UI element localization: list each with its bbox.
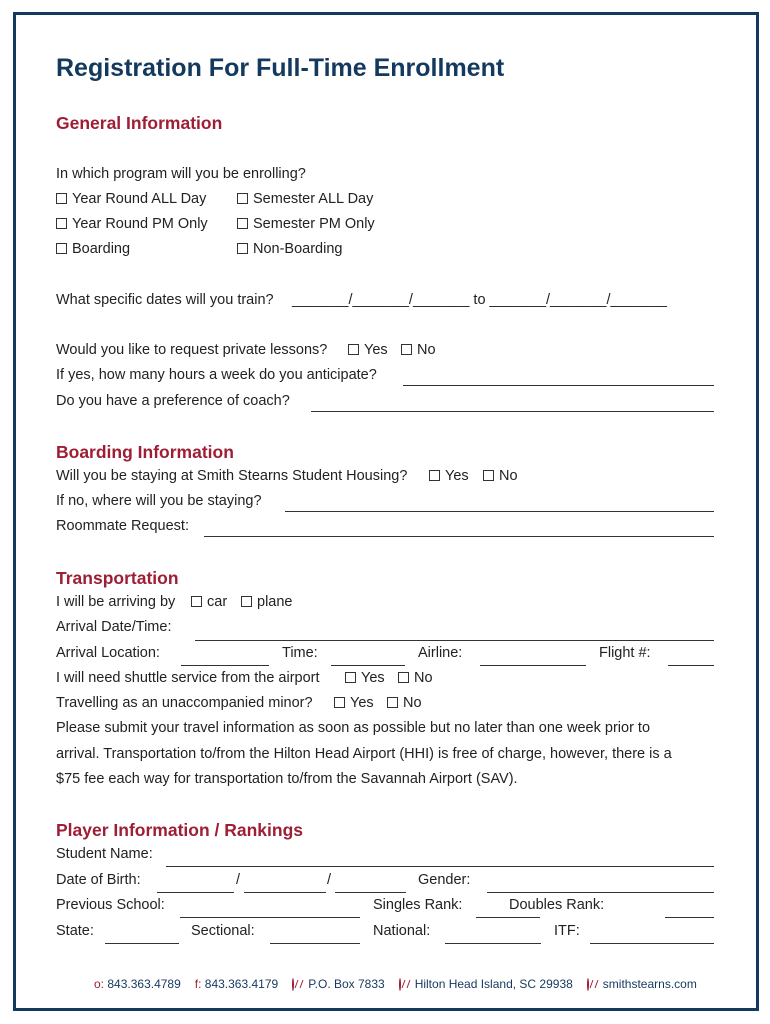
roommate-label: Roommate Request: — [56, 518, 189, 534]
program-question: In which program will you be enrolling? — [56, 166, 306, 182]
player-information-heading: Player Information / Rankings — [56, 820, 303, 840]
arrival-location-field[interactable] — [181, 665, 269, 666]
dob-slash-1: / — [236, 872, 241, 888]
airline-label: Airline: — [418, 645, 463, 661]
checkbox-icon[interactable] — [398, 672, 409, 683]
travel-notice-line-3: $75 fee each way for transportation to/from the Savannah Airport (SAV). — [56, 771, 518, 787]
program-option-year-round-all-day[interactable]: Year Round ALL Day — [56, 191, 206, 207]
footer-po-box: P.O. Box 7833 — [308, 977, 385, 991]
dob-label: Date of Birth: — [56, 872, 141, 888]
singles-rank-field[interactable] — [476, 917, 540, 918]
dob-slash-2: / — [327, 872, 332, 888]
transportation-heading: Transportation — [56, 568, 179, 588]
checkbox-icon[interactable] — [191, 596, 202, 607]
checkbox-icon[interactable] — [237, 193, 248, 204]
checkbox-icon[interactable] — [429, 470, 440, 481]
general-information-heading: General Information — [56, 113, 223, 133]
shuttle-no[interactable]: No — [398, 670, 433, 686]
dob-month-field[interactable] — [157, 892, 234, 893]
program-option-semester-pm-only[interactable]: Semester PM Only — [237, 216, 375, 232]
previous-school-field[interactable] — [180, 917, 360, 918]
dob-day-field[interactable] — [244, 892, 326, 893]
gender-label: Gender: — [418, 872, 471, 888]
footer-website-link[interactable]: smithstearns.com — [602, 977, 697, 991]
office-prefix: o: — [94, 977, 105, 991]
minor-yes[interactable]: Yes — [334, 695, 374, 711]
smith-stearns-logo-icon — [399, 978, 401, 991]
program-option-non-boarding[interactable]: Non-Boarding — [237, 241, 342, 257]
coach-field[interactable] — [311, 411, 714, 412]
sectional-field[interactable] — [270, 943, 360, 944]
dob-year-field[interactable] — [335, 892, 406, 893]
arriving-car[interactable]: car — [191, 594, 227, 610]
flight-label: Flight #: — [599, 645, 651, 661]
checkbox-icon[interactable] — [237, 218, 248, 229]
housing-question: Will you be staying at Smith Stearns Student Housing? — [56, 468, 408, 484]
gender-field[interactable] — [487, 892, 714, 893]
singles-rank-label: Singles Rank: — [373, 897, 463, 913]
fax-phone[interactable]: 843.363.4179 — [204, 977, 279, 991]
state-label: State: — [56, 923, 94, 939]
where-staying-question: If no, where will you be staying? — [56, 493, 262, 509]
checkbox-icon[interactable] — [345, 672, 356, 683]
travel-notice-line-1: Please submit your travel information as soon as possible but no later than one week prior to — [56, 720, 651, 736]
arrival-datetime-label: Arrival Date/Time: — [56, 619, 172, 635]
footer-city: Hilton Head Island, SC 29938 — [414, 977, 573, 991]
program-option-semester-all-day[interactable]: Semester ALL Day — [237, 191, 373, 207]
footer-contact-bar — [94, 977, 704, 991]
checkbox-icon[interactable] — [56, 218, 67, 229]
student-name-label: Student Name: — [56, 846, 153, 862]
page-title: Registration For Full-Time Enrollment — [56, 54, 505, 82]
dates-question: What specific dates will you train? — [56, 292, 274, 308]
boarding-information-heading: Boarding Information — [56, 442, 234, 462]
arrival-location-label: Arrival Location: — [56, 645, 160, 661]
checkbox-icon[interactable] — [56, 193, 67, 204]
doubles-rank-field[interactable] — [665, 917, 714, 918]
office-phone[interactable]: 843.363.4789 — [107, 977, 181, 991]
previous-school-label: Previous School: — [56, 897, 165, 913]
minor-question: Travelling as an unaccompanied minor? — [56, 695, 313, 711]
housing-yes[interactable]: Yes — [429, 468, 469, 484]
where-staying-field[interactable] — [285, 511, 714, 512]
program-option-year-round-pm-only[interactable]: Year Round PM Only — [56, 216, 208, 232]
checkbox-icon[interactable] — [241, 596, 252, 607]
state-field[interactable] — [105, 943, 179, 944]
travel-notice-line-2: arrival. Transportation to/from the Hilton Head Airport (HHI) is free of charge, however, there is a — [56, 746, 672, 762]
arriving-label: I will be arriving by — [56, 594, 176, 610]
checkbox-icon[interactable] — [483, 470, 494, 481]
smith-stearns-logo-icon — [587, 978, 589, 991]
private-lessons-yes[interactable]: Yes — [348, 342, 388, 358]
checkbox-icon[interactable] — [387, 697, 398, 708]
minor-no[interactable]: No — [387, 695, 422, 711]
hours-question: If yes, how many hours a week do you anticipate? — [56, 367, 377, 383]
footer-fax — [195, 977, 278, 991]
housing-no[interactable]: No — [483, 468, 518, 484]
time-label: Time: — [282, 645, 318, 661]
doubles-rank-label: Doubles Rank: — [509, 897, 605, 913]
dates-blank-field[interactable]: _______/_______/_______ to _______/_______/_______ — [292, 292, 667, 308]
arrival-datetime-field[interactable] — [195, 640, 714, 641]
airline-field[interactable] — [480, 665, 586, 666]
itf-field[interactable] — [590, 943, 714, 944]
checkbox-icon[interactable] — [401, 344, 412, 355]
national-field[interactable] — [445, 943, 541, 944]
shuttle-yes[interactable]: Yes — [345, 670, 385, 686]
shuttle-question: I will need shuttle service from the airport — [56, 670, 320, 686]
hours-field[interactable] — [403, 385, 714, 386]
national-label: National: — [373, 923, 431, 939]
time-field[interactable] — [331, 665, 405, 666]
arriving-plane[interactable]: plane — [241, 594, 292, 610]
private-lessons-question: Would you like to request private lessons? — [56, 342, 328, 358]
student-name-field[interactable] — [166, 866, 714, 867]
sectional-label: Sectional: — [191, 923, 255, 939]
fax-prefix: f: — [194, 977, 202, 991]
checkbox-icon[interactable] — [56, 243, 67, 254]
smith-stearns-logo-icon — [292, 978, 294, 991]
checkbox-icon[interactable] — [334, 697, 345, 708]
itf-label: ITF: — [554, 923, 580, 939]
program-option-boarding[interactable]: Boarding — [56, 241, 130, 257]
private-lessons-no[interactable]: No — [401, 342, 436, 358]
roommate-field[interactable] — [204, 536, 714, 537]
flight-field[interactable] — [668, 665, 714, 666]
coach-question: Do you have a preference of coach? — [56, 393, 290, 409]
checkbox-icon[interactable] — [348, 344, 359, 355]
checkbox-icon[interactable] — [237, 243, 248, 254]
footer-office — [94, 977, 181, 991]
